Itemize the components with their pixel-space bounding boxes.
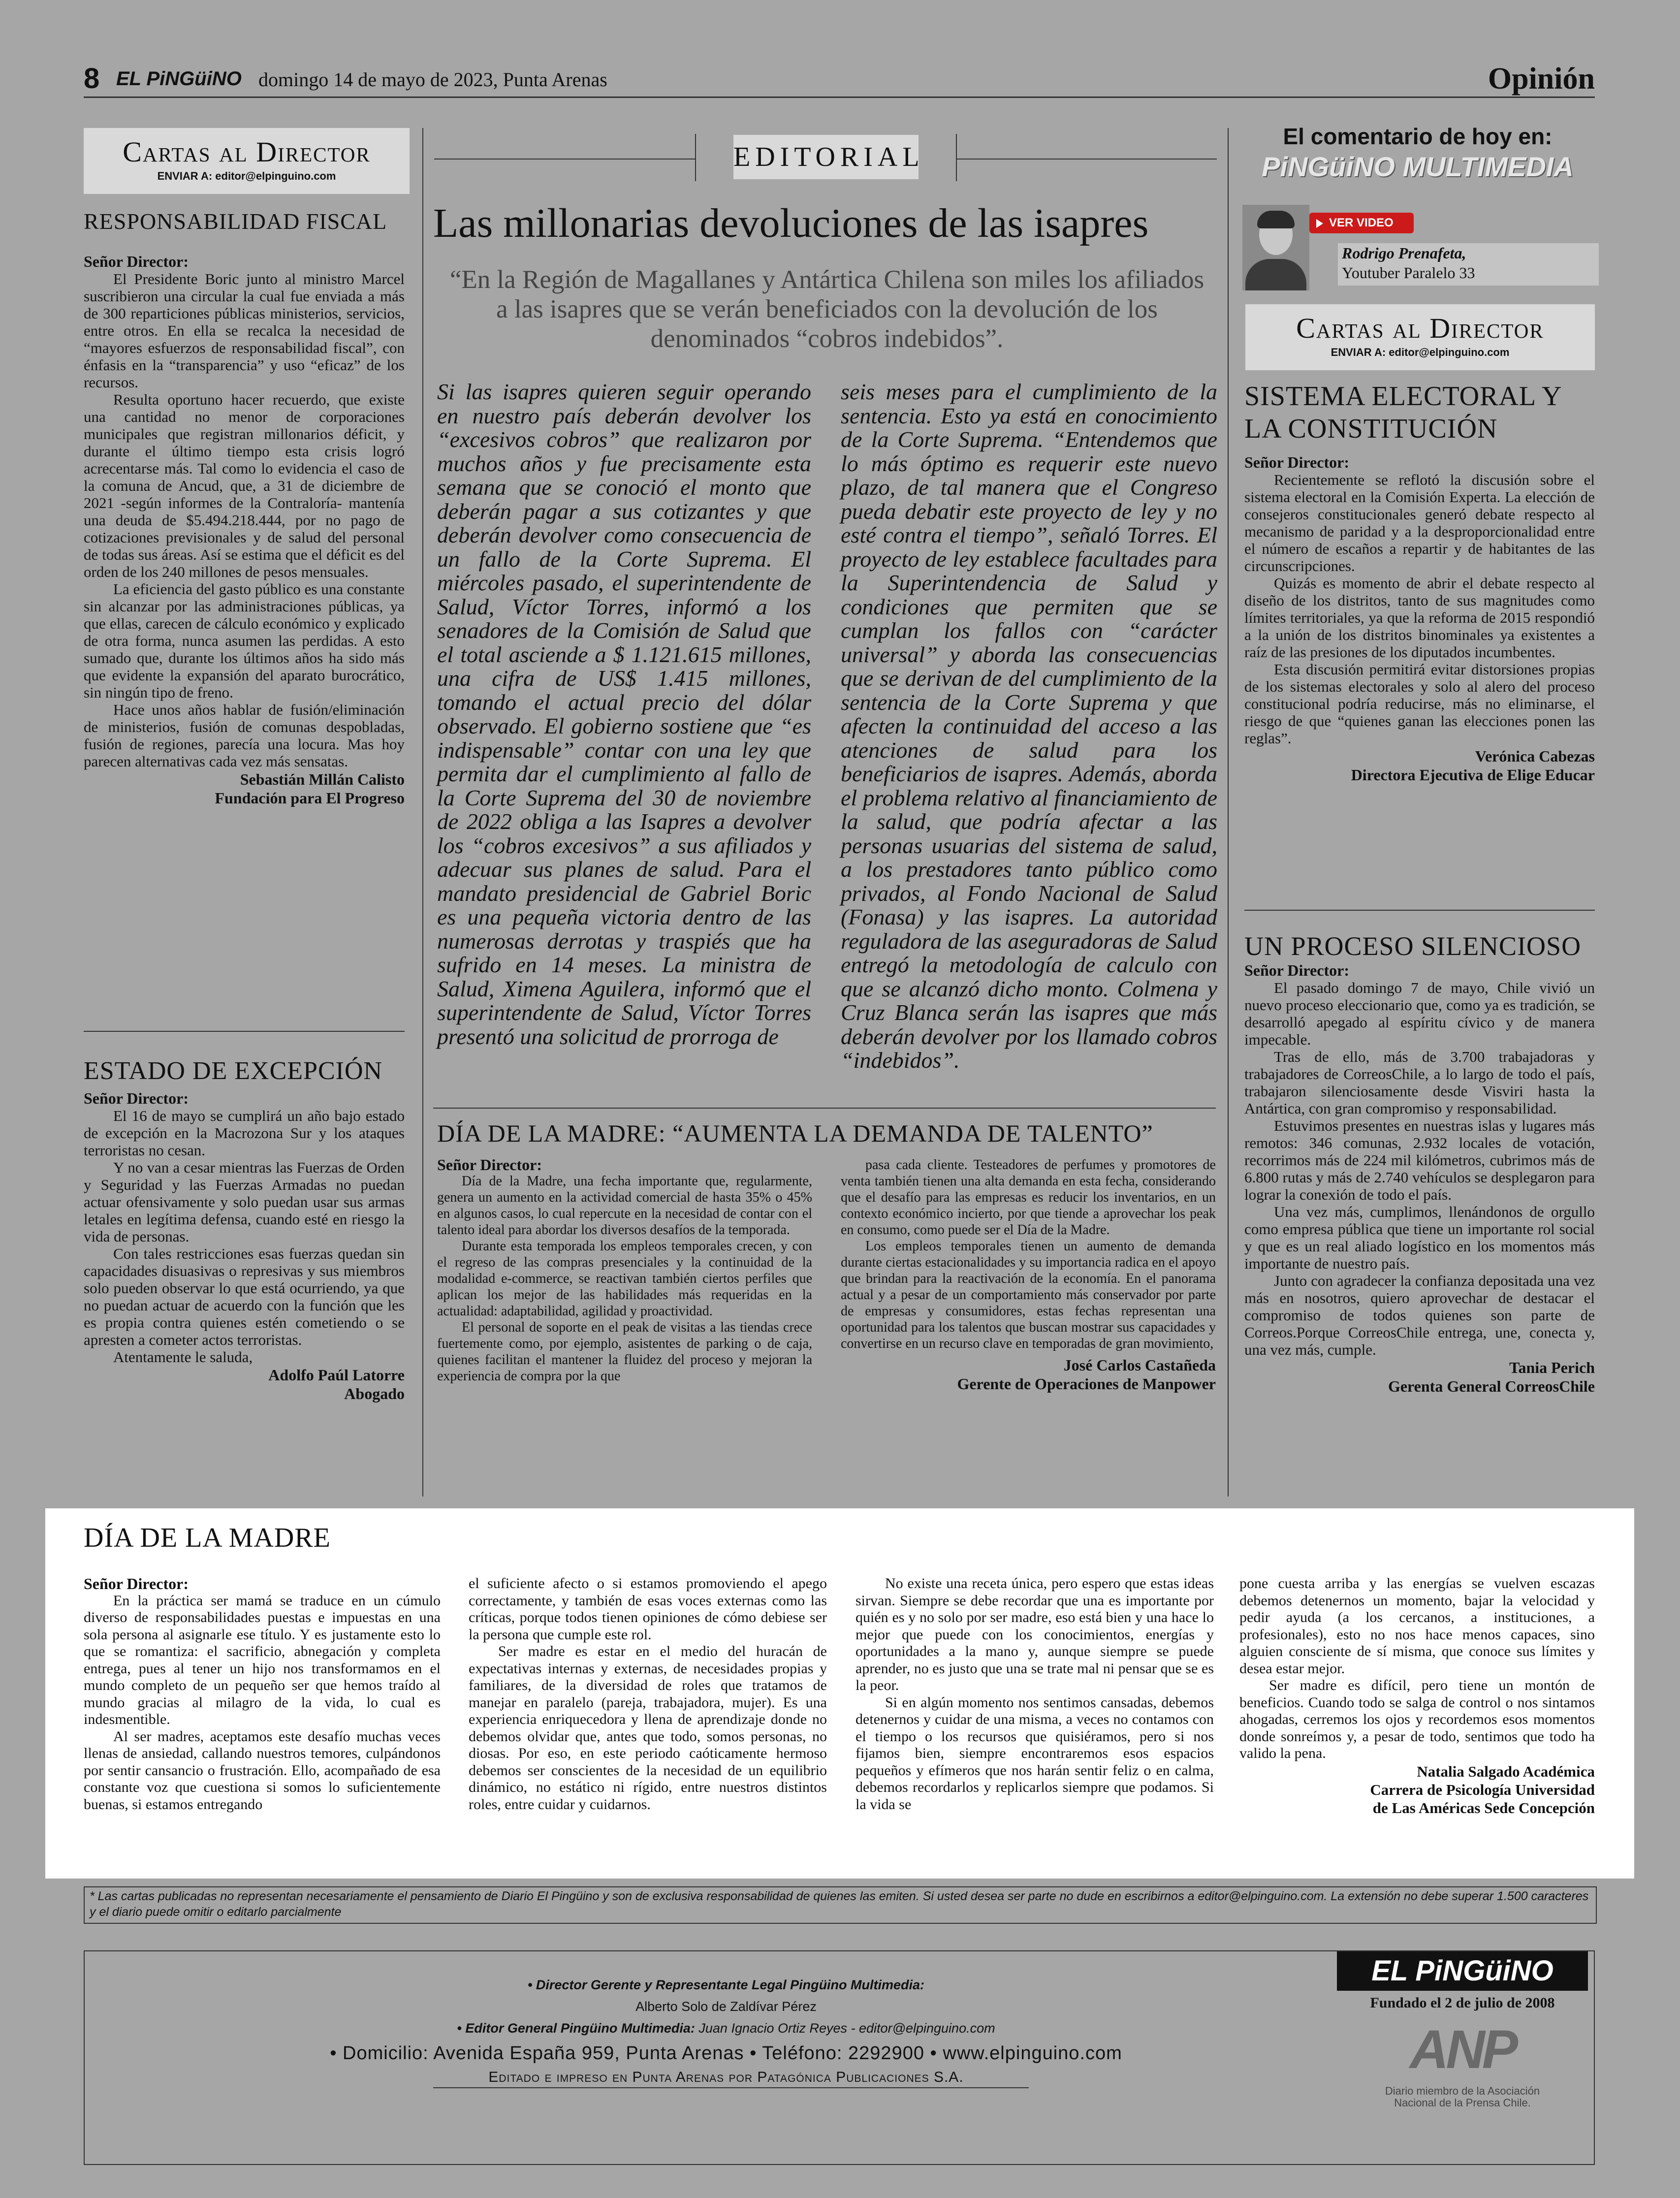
dia-madre-col-1 — [84, 1575, 441, 1813]
section-title: Opinión — [1488, 62, 1595, 96]
paragraph: Una vez más, cumplimos, llenándonos de orgullo como empresa pública que tiene un importante rol social y que es un real aliado logístico en los momentos más importante de nuestro país. — [1244, 1203, 1595, 1272]
paragraph: el suficiente afecto o si estamos promoviendo el apego correctamente, y también de esas voces externas como las críticas, porque todos tienen opiniones de cómo debiese ser la persona que cumple este rol. — [469, 1575, 827, 1643]
letter-body — [84, 253, 405, 770]
cartas-email: ENVIAR A: editor@elpinguino.com — [1331, 346, 1510, 358]
signature-org: Gerente de Operaciones de Manpower — [957, 1375, 1216, 1393]
salute: Señor Director: — [1244, 961, 1349, 979]
editorial-rule-tick-right — [956, 134, 957, 181]
paragraph: En la práctica ser mamá se traduce en un cúmulo diverso de responsabilidades puestas e impuestas en una sola persona al asignarle ese título. Y es justamente esto lo que se romantiza: el sacrificio, abnegación y completa entrega, pues al tener un hijo nos transformamos en el mundo completo de un pequeño ser que hemos traído al mundo gracias al milagro de la vida, lo cual es indesmentible. — [84, 1592, 441, 1727]
footer-founded: Fundado el 2 de julio de 2008 — [1370, 1995, 1555, 2011]
divider — [84, 1031, 405, 1032]
paragraph: Día de la Madre, una fecha importante que, regularmente, genera un aumento en la actividad comercial de hasta 35% o 45% en algunos casos, lo cual repercute en la necesidad de contar con el talento ideal para abordar los diversos desafíos de la temporada. — [437, 1174, 812, 1238]
signature — [84, 770, 405, 807]
paragraph: pone cuesta arriba y las energías se vuelven escazas debemos detenernos un momento, bajar la velocidad y pedir ayuda (a los cercanos, a instituciones, a profesionales), esto no nos hace menos capaces, sino alguien consciente de sí misma, que conoce sus límites y desea estar mejor. — [1239, 1575, 1595, 1677]
paragraph: El Presidente Boric junto al ministro Marcel suscribieron una circular la cual fue enviada a más de 300 reparticiones públicas ministerios, servicios, entre otros. En ella se recalca la necesidad de “mayores esfuerzos de responsabilidad fiscal”, con énfasis en la “transparencia” y uso “eficaz” de los recursos. — [84, 270, 405, 391]
anp-text — [1337, 2085, 1588, 2109]
youtuber-photo — [1242, 205, 1309, 290]
paragraph: El pasado domingo 7 de mayo, Chile vivió un nuevo proceso eleccionario que, como ya es tradición, se desarrolló apegado al espíritu cívico y de manera impecable. — [1244, 979, 1595, 1048]
paragraph: Si en algún momento nos sentimos cansadas, debemos detenernos y cuidar de una misma, a veces no contamos con el tiempo o los recursos que quisiéramos, pero si nos fijamos bien, siempre encontraremos esos espacios pequeños y efímeros que nos harán sentir feliz o en calma, debemos recordarlos y replicarlos siempre que podamos. Si la vida se — [856, 1694, 1214, 1813]
paragraph: Los empleos temporales tienen un aumento de demanda durante ciertas estacionalidades y su importancia radica en el apoyo que brindan para la reactivación de la economía. En el panorama actual y a pesar de un comportamiento más conservador por parte de empresas y consumidores, estas fechas representan una oportunidad para los talentos que buscan mostrar sus capacidades y convertirse en un recurso clave en temporadas de gran movimiento, — [841, 1239, 1216, 1351]
header-rule — [84, 96, 1595, 98]
letter-body — [1244, 454, 1595, 747]
salute: Señor Director: — [84, 253, 189, 270]
multimedia-title: PiNGüiNO MULTIMEDIA — [1262, 151, 1574, 182]
disclaimer-box — [84, 1886, 1597, 1924]
ver-video-button[interactable] — [1309, 213, 1414, 233]
footer-editor — [246, 2017, 1206, 2039]
signature — [1239, 1762, 1595, 1817]
youtuber-channel: Youtuber Paralelo 33 — [1342, 264, 1475, 282]
paragraph: Junto con agradecer la confianza depositada una vez más en nosotros, quiero aprovechar de destacar el compromiso de todos quienes son parte de Correos.Porque CorreosChile entrega, une, conecta y, una vez más, cumple. — [1244, 1272, 1595, 1358]
signature-name: Sebastián Millán Calisto — [240, 770, 405, 788]
letter-body — [84, 1090, 405, 1366]
editorial-rule-tick-left — [695, 134, 696, 181]
signature-org: Directora Ejecutiva de Elige Educar — [1351, 766, 1595, 784]
paragraph: Al ser madres, aceptamos este desafío muchas veces llenas de ansiedad, callando nuestros temores, culpándonos por sentir cansancio o frustración. Ello, acompañado de esa constante voz que cuestiona si somos lo suficientemente buenas, si estamos entregando — [84, 1728, 441, 1813]
signature — [1244, 747, 1595, 784]
letter-title: UN PROCESO SILENCIOSO — [1244, 931, 1582, 961]
column-rule-right — [1228, 128, 1229, 1497]
paragraph: El 16 de mayo se cumplirá un año bajo estado de excepción en la Macrozona Sur y los ataques terroristas no cesan. — [84, 1107, 405, 1159]
letter-body — [1244, 962, 1595, 1358]
talento-col-1 — [437, 1157, 812, 1384]
paragraph: No existe una receta única, pero espero que estas ideas sirvan. Siempre se debe recordar que una es importante por quién es y no solo por ser madre, eso está bien y una hace lo mejor que puede con los conocimientos, energías y oportunidades a la mano y, aunque siempre se puede aprender, no es justo que una se trate mal ni pensar que se es la peor. — [856, 1575, 1214, 1693]
editorial-headline: Las millonarias devoluciones de las isapres — [433, 200, 1149, 246]
paragraph: Recientemente se reflotó la discusión sobre el sistema electoral en la Comisión Experta. La elección de consejeros constitucionales generó debate respecto al mecanismo de paridad y a la desproporcionalidad entre el número de escaños a repartir y de habitantes de las circunscripciones. — [1244, 471, 1595, 574]
paragraph: La eficiencia del gasto público es una constante sin alcanzar por las administraciones públicas, ya que ellas, carecen de cálculo económico y explicado de otra forma, nunca asumen las perdidas. A esto sumado que, durante los últimos años ha sido más que evidente la expansión del aparato burocrático, sin ningún tipo de freno. — [84, 580, 405, 701]
editorial-label-row — [434, 133, 1217, 182]
footer-credits — [246, 1974, 1206, 2087]
divider — [433, 1108, 1216, 1109]
paragraph: Resulta oportuno hacer recuerdo, que existe una cantidad no menor de corporaciones municipales que registran millonarios déficit, y durante el último tiempo esta crisis logró acrecentarse más. Tal como lo evidencia el caso de la comuna de Ancud, que, a 31 de diciembre de 2021 -según informes de la Contraloría- mantenía una deuda de $5.494.218.444, por no pago de cotizaciones previsionales y de salud del personal de todas sus áreas. Así se estima que el déficit es del orden de los 240 millones de pesos mensuales. — [84, 391, 405, 580]
paragraph: pasa cada cliente. Testeadores de perfumes y promotores de venta también tienen una alta demanda en esta fecha, considerando que el desafío para las empresas es reducir los inventarios, en un contexto económico incierto, por que tiende a aprovechar los peak en consumo, como puede ser el Día de la Madre. — [841, 1157, 1216, 1238]
letter-dia-madre-talento — [437, 1118, 1220, 1148]
letter-estado-excepcion — [84, 1056, 405, 1403]
signature-org: Gerenta General CorreosChile — [1388, 1377, 1595, 1395]
anp-logo: ANP — [1409, 2019, 1516, 2080]
signature-org: Carrera de Psicología Universidad — [1370, 1781, 1595, 1798]
letter-sistema-electoral — [1244, 380, 1595, 784]
ver-video-label: VER VIDEO — [1329, 216, 1394, 229]
photo-hair — [1257, 211, 1295, 228]
dia-madre-col-2 — [469, 1575, 827, 1813]
signature — [1244, 1358, 1595, 1396]
letter-title: RESPONSABILIDAD FISCAL — [84, 209, 387, 234]
footer-director-label: • Director Gerente y Representante Legal Pingüino Multimedia: — [527, 1977, 925, 1992]
paragraph: Durante esta temporada los empleos temporales crecen, y con el regreso de las compras presenciales y la continuidad de la modalidad e-commerce, se reactivan también ciertos perfiles que aplican los mejor de las habilidades más requeridas en la actualidad: adaptabilidad, agilidad y proactividad. — [437, 1239, 812, 1319]
comentario-title: El comentario de hoy en: — [1283, 124, 1553, 149]
masthead-small: EL PiNGüiNO — [116, 68, 242, 90]
editorial-col-1: Si las isapres quieren seguir operando en nuestro país deberán devolver los “excesivos cobros” que realizaron por muchos años y fue precisamente esta semana que se conoció el monto que deberán pagar a sus cotizantes y que deberán devolver como consecuencia de un fallo de la Corte Suprema. El miércoles pasado, el superintendente de Salud, Víctor Torres, informó a los senadores de la Comisión de Salud que el total asciende a $ 1.121.615 millones, una cifra de US$ 1.415 millones, tomando el actual precio del dólar observado. El gobierno sostiene que “es indispensable” contar con una ley que permita dar el cumplimiento al fallo de la Corte Suprema del 30 de noviembre de 2022 obliga a las Isapres a devolver los “cobros excesivos” a sus afiliados y adecuar sus planes de salud. Para el mandato presidencial de Gabriel Boric es una pequeña victoria dentro de las numerosas derrotas y traspiés que ha sufrido en 14 meses. La ministra de Salud, Ximena Aguilera, informó que el superintendente de Salud, Víctor Torres presentó una solicitud de prorroga de — [437, 379, 811, 1049]
signature — [84, 1366, 405, 1403]
page-number: 8 — [84, 63, 100, 95]
editorial-deck: “En la Región de Magallanes y Antártica Chilena son miles los afiliados a las isapres que se verán beneficiados con la devolución de los denominados “cobros indebidos”. — [449, 265, 1205, 353]
column-rule-left — [422, 128, 423, 1497]
signature-org: Abogado — [344, 1385, 405, 1402]
paragraph: El personal de soporte en el peak de visitas a las tiendas crece fuertemente como, por ejemplo, asistentes de parking o de caja, quienes facilitan el mantener la fluidez del proceso y mejoran la experiencia de compra por la que — [437, 1320, 812, 1384]
salute: Señor Director: — [1244, 453, 1349, 471]
cartas-title: Cartas al Director — [1296, 312, 1544, 344]
footer-director-name: Alberto Solo de Zaldívar Pérez — [635, 1999, 817, 2014]
salute: Señor Director: — [437, 1156, 542, 1174]
paragraph: Esta discusión permitirá evitar distorsiones propias de los sistemas electorales y solo al alero del proceso constitucional podría reducirse, más no eliminarse, el riesgo de que “quienes ganan las elecciones ponen las reglas”. — [1244, 661, 1595, 747]
signature — [841, 1356, 1216, 1393]
paragraph: Estuvimos presentes en nuestras islas y lugares más remotos: 346 comunas, 2.932 locales de votación, recorrimos más de 224 mil kilómetros, cubrimos más de 6.800 rutas y más de 2.740 vehículos se desplegaron para lograr la conexión de todo el país. — [1244, 1117, 1595, 1203]
letter-title: SISTEMA ELECTORAL Y LA CONSTITUCIÓN — [1244, 381, 1561, 444]
signature-org: Fundación para El Progreso — [215, 789, 405, 807]
disclaimer-text: * Las cartas publicadas no representan necesariamente el pensamiento de Diario El Pingüino y son de exclusiva responsabilidad de quienes las emiten. Si usted desea ser parte no dude en escribirnos a editor@elpinguino.com. La extensión no debe superar 1.500 caracteres y el diario puede omitir o editarlo parcialmente — [90, 1889, 1589, 1919]
paragraph: Ser madre es estar en el medio del huracán de expectativas internas y externas, de necesidades propias y familiares, de la diversidad de roles que tratamos de manejar en paralelo (pareja, trabajadora, mujer). Es una experiencia enriquecedora y llena de aprendizaje donde no debemos olvidar que, antes que todo, somos personas, no diosas. Por eso, en este periodo caóticamente hermoso debemos ser conscientes de la necesidad de un equilibrio dinámico, no estático ni rígido, entre nuestros distintos roles, entre cuidar y cuidarnos. — [469, 1643, 827, 1813]
footer-printer-rule — [433, 2087, 1029, 2088]
editorial-col-2: seis meses para el cumplimiento de la sentencia. Esto ya está en conocimiento de la Corte Suprema. “Entendemos que lo más óptimo es requerir este nuevo plazo, de tal manera que el Congreso pueda debatir este proyecto de ley y no esté contra el tiempo”, señaló Torres. El proyecto de ley establece facultades para la Superintendencia de Salud y condiciones que permiten que se cumplan los fallos con “carácter universal” y aborda las consecuencias que se derivan de del cumplimiento de la sentencia de la Corte Suprema y que afecten la continuidad del acceso a las atenciones de salud para los beneficiarios de isapres. Además, aborda el problema relativo al financiamiento de la salud, que podría afectar a las personas usuarias del sistema de salud, a los prestadores tanto público como privados, al Fondo Nacional de Salud (Fonasa) y las isapres. La autoridad reguladora de las aseguradoras de Salud entregó la metodología de calculo con que se alcanzó dicho monto. Colmena y Cruz Blanca serán las isapres que más deberán devolver por los llamado cobros “indebidos”. — [841, 379, 1217, 1073]
paragraph: Tras de ello, más de 3.700 trabajadoras y trabajadores de CorreosChile, a lo largo de todo el país, trabajaron silenciosamente desde Visviri hasta la Antártica, con gran compromiso y responsabilidad. — [1244, 1048, 1595, 1117]
paragraph: Atentamente le saluda, — [113, 1348, 253, 1366]
cartas-header-right — [1245, 304, 1595, 370]
play-icon — [1316, 219, 1323, 228]
footer-editor-label: • Editor General Pingüino Multimedia: — [457, 2021, 695, 2036]
footer-printer: Editado e impreso en Punta Arenas por Patagónica Publicaciones S.A. — [488, 2069, 964, 2085]
letter-title: DÍA DE LA MADRE — [84, 1523, 331, 1553]
signature-name: Adolfo Paúl Latorre — [268, 1366, 405, 1384]
paragraph: Hace unos años hablar de fusión/eliminación de ministerios, fusión de comunas despobladas, fusión de regiones, parecía una locura. Mas hoy parecen alternativas cada vez más sensatas. — [84, 701, 405, 770]
letter-title: DÍA DE LA MADRE: “AUMENTA LA DEMANDA DE TALENTO” — [437, 1119, 1153, 1147]
dia-madre-col-4 — [1239, 1575, 1595, 1817]
paragraph: Con tales restricciones esas fuerzas quedan sin capacidades disuasivas o represivas y sus miembros solo pueden observar lo que está ocurriendo, ya que no puedan actuar de acuerdo con la función que les es propia contra quienes estén cometiendo o se apresten a cometer actos terroristas. — [84, 1245, 405, 1348]
signature-name: Verónica Cabezas — [1475, 747, 1595, 765]
cartas-title: Cartas al Director — [123, 136, 371, 168]
signature-name: Tania Perich — [1509, 1359, 1595, 1376]
cartas-header-left — [84, 128, 410, 194]
date-line: domingo 14 de mayo de 2023, Punta Arenas — [258, 68, 607, 91]
dia-madre-col-3 — [856, 1575, 1214, 1813]
footer-address: • Domicilio: Avenida España 959, Punta Arenas • Teléfono: 2292900 • www.elpinguino.com — [330, 2043, 1122, 2064]
letter-dia-madre — [84, 1523, 1595, 1553]
letter-title: ESTADO DE EXCEPCIÓN — [84, 1057, 383, 1085]
salute: Señor Director: — [84, 1089, 189, 1107]
anp-text-2: Nacional de la Prensa Chile. — [1394, 2097, 1531, 2109]
signature-name: Natalia Salgado Académica — [1417, 1762, 1595, 1780]
footer-logo: EL PiNGüiNO — [1337, 1951, 1588, 1991]
letter-responsabilidad-fiscal — [84, 207, 405, 807]
anp-text-1: Diario miembro de la Asociación — [1385, 2085, 1540, 2097]
photo-body — [1245, 259, 1306, 290]
signature-org-2: de Las Américas Sede Concepción — [1372, 1799, 1595, 1816]
signature-name: José Carlos Castañeda — [1063, 1356, 1216, 1374]
salute: Señor Director: — [84, 1575, 189, 1593]
paragraph: Ser madre es difícil, pero tiene un montón de beneficios. Cuando todo se salga de control o nos sintamos ahogadas, cerremos los ojos y recordemos esos momentos donde sonreímos y, a pesar de todo, sentimos que todo ha valido la pena. — [1239, 1677, 1595, 1761]
editorial-label: EDITORIAL — [733, 135, 919, 179]
divider — [1244, 910, 1595, 911]
letter-proceso-silencioso — [1244, 931, 1595, 1396]
youtuber-caption — [1338, 243, 1599, 286]
footer-editor-value: Juan Ignacio Ortiz Reyes - editor@elpinguino.com — [698, 2021, 995, 2036]
talento-col-2 — [841, 1157, 1216, 1393]
paragraph: Quizás es momento de abrir el debate respecto al diseño de los distritos, tanto de sus magnitudes como límites territoriales, ya que la reforma de 2015 respondió a la unión de los distritos binominales ya existentes a raíz de las presiones de los diputados incumbentes. — [1244, 574, 1595, 661]
cartas-email: ENVIAR A: editor@elpinguino.com — [157, 170, 336, 182]
page-header — [84, 59, 1595, 98]
youtuber-name: Rodrigo Prenafeta, — [1342, 244, 1466, 262]
paragraph: Y no van a cesar mientras las Fuerzas de Orden y Seguridad y las Fuerzas Armadas no puedan actuar ofensivamente y solo puedan usar sus armas letales en legítima defensa, cuando esté en riesgo la vida de personas. — [84, 1159, 405, 1245]
